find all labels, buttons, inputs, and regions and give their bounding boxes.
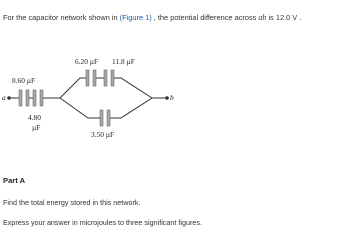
capacitor-4-80-label-unit: µF xyxy=(32,123,41,132)
capacitor-3-50 xyxy=(100,110,110,126)
terminal-b-label: b xyxy=(170,93,174,102)
capacitor-8-60-label: 8.60 µF xyxy=(12,76,36,85)
question-text: Find the total energy stored in this network. xyxy=(3,198,141,207)
capacitor-6-20-label: 6.20 µF xyxy=(75,57,99,66)
terminals-label: ab xyxy=(258,13,267,22)
capacitor-network-figure xyxy=(0,40,200,155)
answer-instructions: Express your answer in microjoules to three significant figures. xyxy=(3,218,202,227)
intro-text-end: is 12.0 V . xyxy=(266,13,302,22)
capacitor-6-20 xyxy=(86,70,96,86)
capacitor-4-80 xyxy=(33,90,43,106)
terminal-a-dot xyxy=(7,96,11,100)
capacitor-4-80-label-value: 4.80 xyxy=(28,113,41,122)
capacitor-8-60 xyxy=(19,90,29,106)
intro-text-middle: , the potential difference across xyxy=(151,13,259,22)
part-a-heading: Part A xyxy=(3,176,26,185)
terminal-b-dot xyxy=(165,96,169,100)
problem-statement xyxy=(3,13,349,22)
intro-text-start: For the capacitor network shown in xyxy=(3,13,120,22)
capacitor-11-8 xyxy=(104,70,114,86)
terminal-a-label: a xyxy=(2,93,6,102)
capacitor-11-8-label: 11.8 µF xyxy=(112,57,135,66)
figure-link[interactable]: (Figure 1) xyxy=(119,13,152,22)
capacitor-3-50-label: 3.50 µF xyxy=(91,130,115,139)
